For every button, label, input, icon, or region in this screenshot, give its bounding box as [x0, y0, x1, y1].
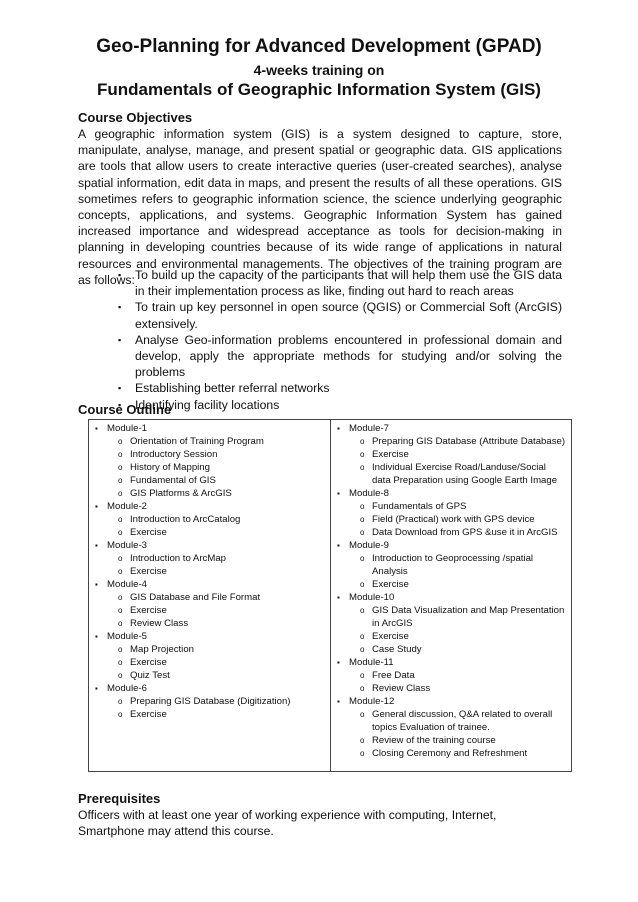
module-topic: o GIS Platforms & ArcGIS: [95, 487, 326, 500]
objective-item: ▪ Analyse Geo-information problems encountered in professional domain and develop, apply the appropriate methods for studying and/or solving the problems: [118, 332, 562, 381]
prerequisites-heading: Prerequisites: [78, 791, 161, 806]
module-topic: o Exercise: [95, 526, 326, 539]
module-topic: o General discussion, Q&A related to overall topics Evaluation of trainee.: [337, 708, 567, 734]
module-title: ▪ Module-4: [95, 578, 326, 591]
module-topic: o Individual Exercise Road/Landuse/Social data Preparation using Google Earth Image: [337, 461, 567, 487]
objectives-paragraph: A geographic information system (GIS) is a system designed to capture, store, manipulate, analyse, manage, and present spatial or geographic data. GIS applications are tools that allow users to create interactive queries (user-created searches), analyse spatial information, edit data in maps, and present the results of all these operations. GIS sometimes refers to geographic information science, the science underlying geographic concepts, applications, and systems. Geographic Information System has gained increased importance and widespread acceptance as tools for decision-making in planning in developing countries because of its wide range of applications in natural resources and environmental managements. The objectives of the training program are as follows:: [78, 127, 562, 287]
prerequisites-text: Officers with at least one year of working experience with computing, Internet, Smartphone may attend this course.: [78, 808, 497, 839]
module-title: ▪ Module-3: [95, 539, 326, 552]
module-title: ▪ Module-7: [337, 422, 567, 435]
module-topic: o Orientation of Training Program: [95, 435, 326, 448]
module-topic: o Field (Practical) work with GPS device: [337, 513, 567, 526]
document-subtitle: 4-weeks training on: [253, 62, 385, 78]
objectives-heading: Course Objectives: [78, 110, 193, 125]
module-topic: o Preparing GIS Database (Digitization): [95, 695, 326, 708]
module-topic: o GIS Database and File Format: [95, 591, 326, 604]
module-topic: o Introduction to ArcCatalog: [95, 513, 326, 526]
module-title: ▪ Module-5: [95, 630, 326, 643]
module-topic: o Exercise: [337, 448, 567, 461]
module-topic: o Review Class: [95, 617, 326, 630]
module-topic: o Review of the training course: [337, 734, 567, 747]
module-title: ▪ Module-10: [337, 591, 567, 604]
module-topic: o Exercise: [337, 630, 567, 643]
module-topic: o Exercise: [95, 656, 326, 669]
module-title: ▪ Module-1: [95, 422, 326, 435]
module-topic: o Fundamental of GIS: [95, 474, 326, 487]
module-topic: o Free Data: [337, 669, 567, 682]
module-topic: o Exercise: [95, 565, 326, 578]
course-name: Fundamentals of Geographic Information System (GIS): [97, 80, 541, 99]
outline-left-column: [89, 420, 330, 771]
module-title: ▪ Module-2: [95, 500, 326, 513]
module-topic: o Data Download from GPS &use it in ArcGIS: [337, 526, 567, 539]
document-title: Geo-Planning for Advanced Development (GPAD): [96, 36, 542, 57]
objective-item: ▪ Identifying facility locations: [118, 397, 562, 413]
module-topic: o Exercise: [337, 578, 567, 591]
module-topic: o Case Study: [337, 643, 567, 656]
objectives-list: [118, 267, 562, 413]
module-topic: o Fundamentals of GPS: [337, 500, 567, 513]
module-title: ▪ Module-9: [337, 539, 567, 552]
module-topic: o GIS Data Visualization and Map Presentation in ArcGIS: [337, 604, 567, 630]
module-title: ▪ Module-11: [337, 656, 567, 669]
module-topic: o Introductory Session: [95, 448, 326, 461]
module-topic: o History of Mapping: [95, 461, 326, 474]
objective-item: ▪ Establishing better referral networks: [118, 380, 562, 396]
module-topic: o Review Class: [337, 682, 567, 695]
module-topic: o Exercise: [95, 708, 326, 721]
module-topic: o Closing Ceremony and Refreshment: [337, 747, 567, 760]
module-title: ▪ Module-6: [95, 682, 326, 695]
module-topic: o Introduction to ArcMap: [95, 552, 326, 565]
module-topic: o Preparing GIS Database (Attribute Database): [337, 435, 567, 448]
module-title: ▪ Module-12: [337, 695, 567, 708]
objective-item: ▪ To train up key personnel in open source (QGIS) or Commercial Soft (ArcGIS) extensively.: [118, 299, 562, 331]
module-topic: o Quiz Test: [95, 669, 326, 682]
outline-heading: Course Outline: [78, 402, 172, 417]
module-topic: o Map Projection: [95, 643, 326, 656]
module-topic: o Exercise: [95, 604, 326, 617]
course-outline-table: [88, 419, 572, 772]
module-title: ▪ Module-8: [337, 487, 567, 500]
outline-right-column: [330, 420, 571, 771]
module-topic: o Introduction to Geoprocessing /spatial Analysis: [337, 552, 567, 578]
objective-item: ▪ To build up the capacity of the participants that will help them use the GIS data in their implementation process as like, finding out hard to reach areas: [118, 267, 562, 299]
